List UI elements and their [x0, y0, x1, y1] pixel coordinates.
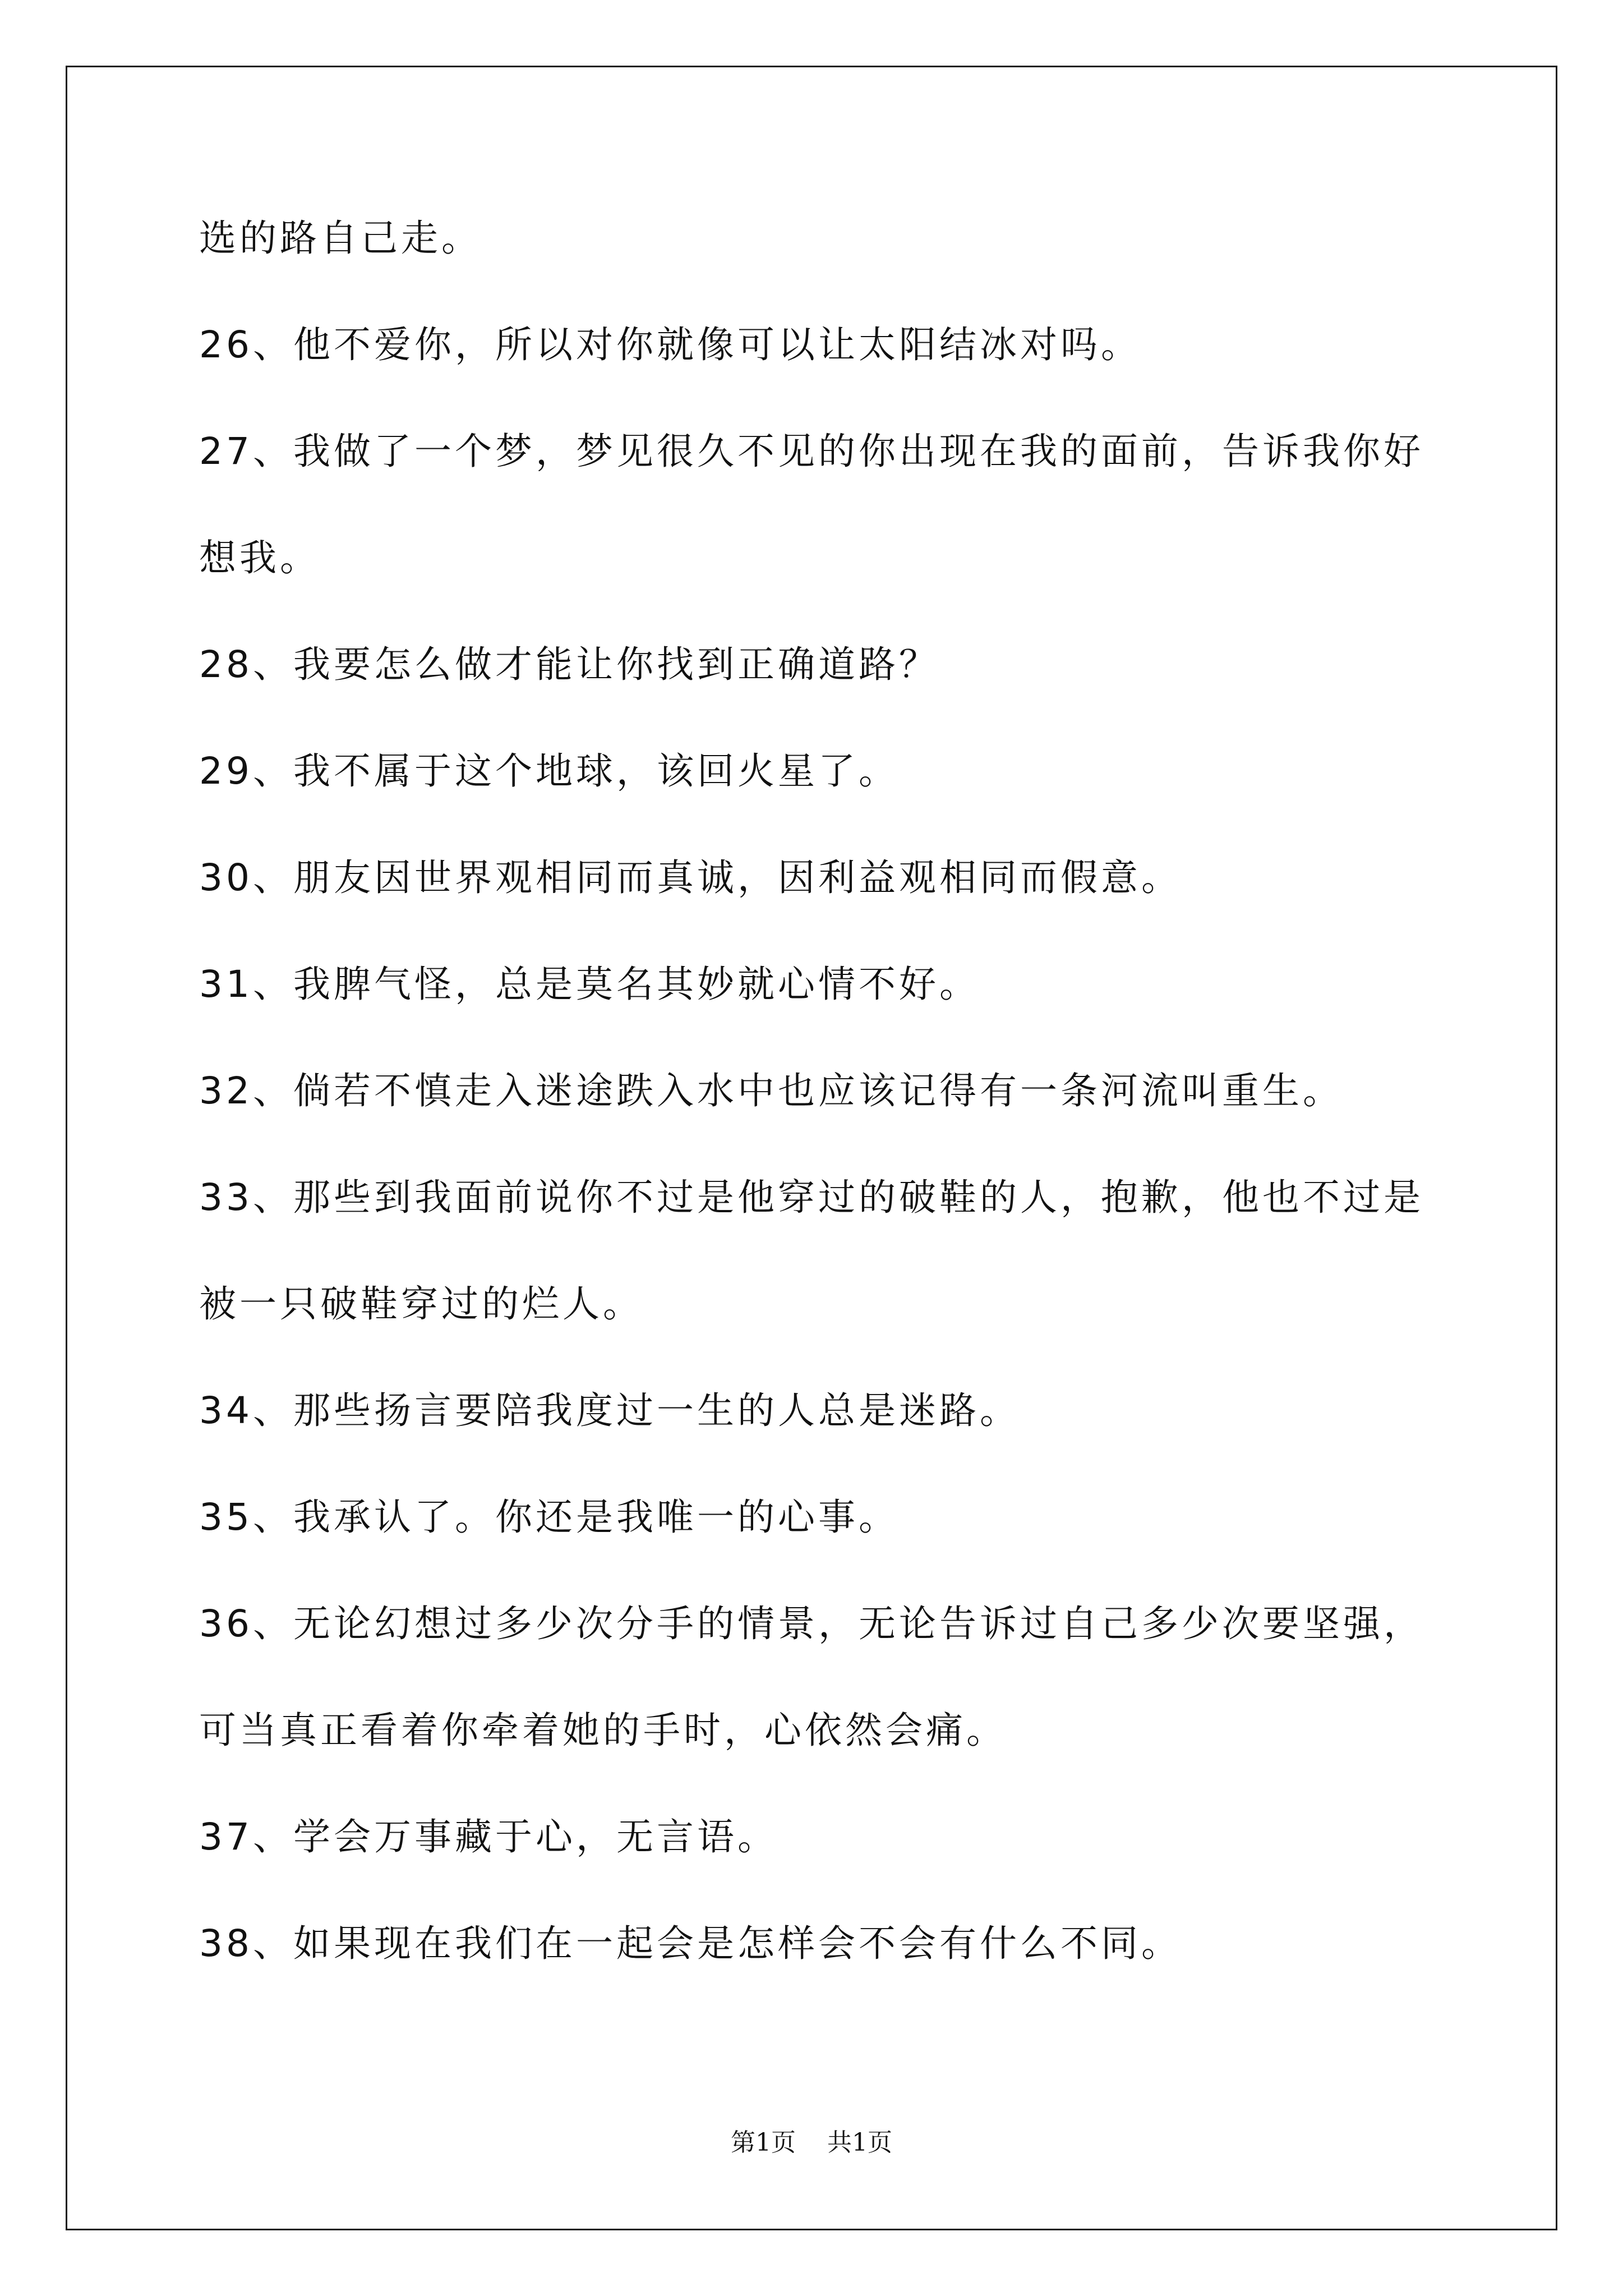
text-line: 选的路自己走。 [199, 217, 482, 260]
text-line: 35、我承认了。你还是我唯一的心事。 [199, 1496, 899, 1539]
text-line: 26、他不爱你，所以对你就像可以让太阳结冰对吗。 [199, 323, 1141, 366]
text-line: 可当真正看着你牵着她的手时，心依然会痛。 [199, 1709, 1007, 1752]
text-line: 28、我要怎么做才能让你找到正确道路？ [199, 643, 939, 686]
text-line: 32、倘若不慎走入迷途跌入水中也应该记得有一条河流叫重生。 [199, 1069, 1343, 1112]
text-line: 33、那些到我面前说你不过是他穿过的破鞋的人，抱歉，他也不过是 [199, 1176, 1424, 1219]
text-line: 38、如果现在我们在一起会是怎样会不会有什么不同。 [199, 1922, 1182, 1965]
page-total: 共1页 [827, 2128, 892, 2157]
text-line: 36、无论幻想过多少次分手的情景，无论告诉过自己多少次要坚强， [199, 1602, 1424, 1645]
text-line: 想我。 [199, 536, 320, 579]
page-footer [0, 2129, 1623, 2157]
text-line: 29、我不属于这个地球，该回火星了。 [199, 749, 899, 793]
text-line: 30、朋友因世界观相同而真诚，因利益观相同而假意。 [199, 856, 1182, 899]
page-frame [66, 66, 1557, 2230]
text-line: 被一只破鞋穿过的烂人。 [199, 1282, 643, 1326]
page-number: 第1页 [731, 2128, 796, 2157]
text-line: 37、学会万事藏于心，无言语。 [199, 1815, 778, 1858]
text-line: 34、那些扬言要陪我度过一生的人总是迷路。 [199, 1389, 1020, 1432]
text-line: 27、我做了一个梦，梦见很久不见的你出现在我的面前，告诉我你好 [199, 430, 1424, 473]
text-line: 31、我脾气怪，总是莫名其妙就心情不好。 [199, 963, 980, 1006]
